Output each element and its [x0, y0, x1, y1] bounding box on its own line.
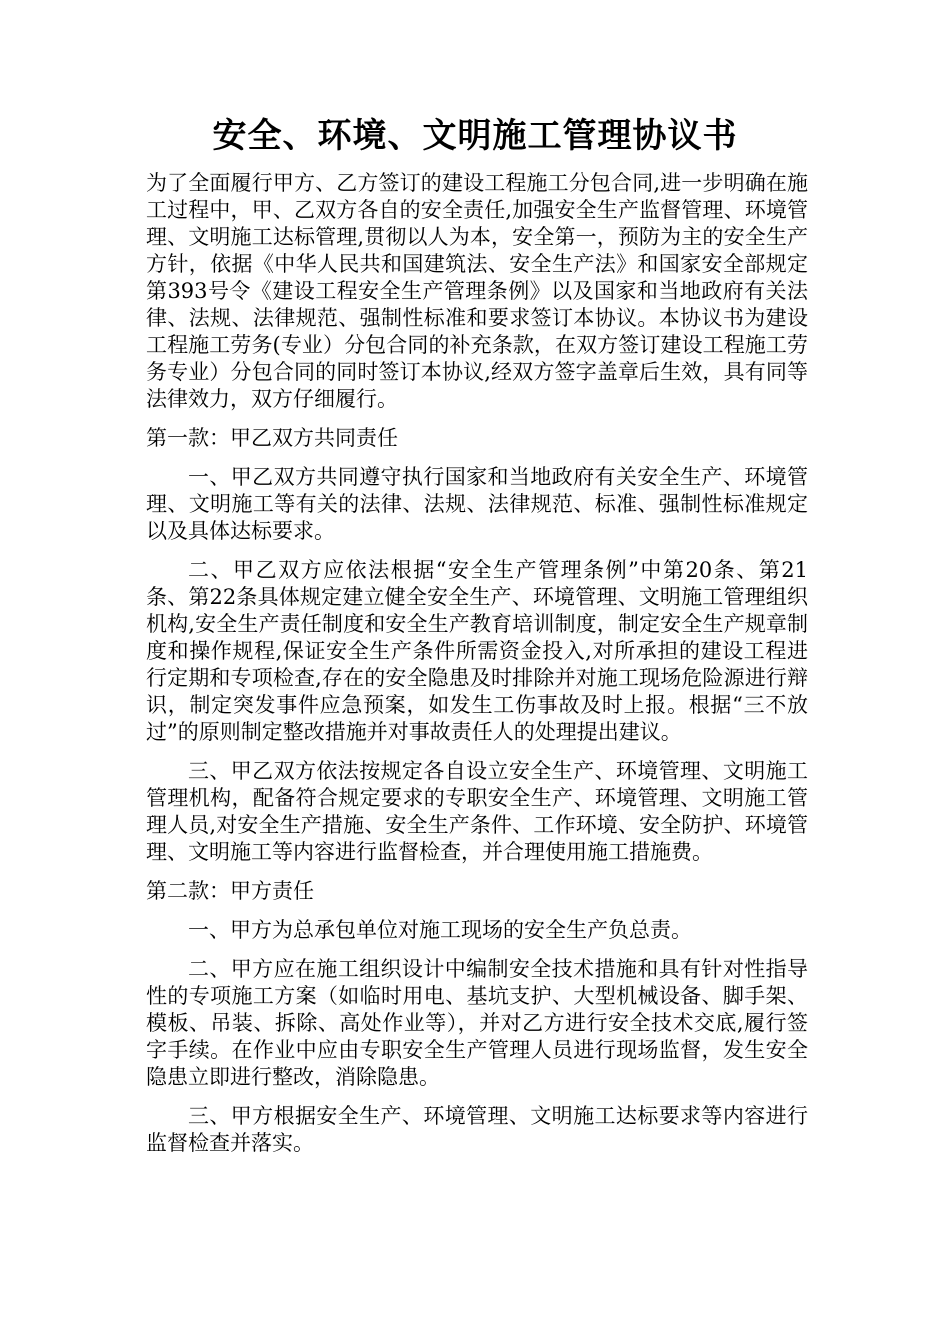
section-2-item-2: 二、甲方应在施工组织设计中编制安全技术措施和具有针对性指导性的专项施工方案（如临时用电、基坑支护、大型机械设备、脚手架、模板、吊装、拆除、高处作业等），并对乙方进行安全技术交底,履行签字手续。在作业中应由专职安全生产管理人员进行现场监督，发生安全隐患立即进行整改，消除隐患。 — [146, 957, 808, 1089]
section-1-item-1: 一、甲乙双方共同遵守执行国家和当地政府有关安全生产、环境管理、文明施工等有关的法律、法规、法律规范、标准、强制性标准规定以及具体达标要求。 — [146, 465, 808, 543]
section-2-heading: 第二款：甲方责任 — [146, 879, 314, 903]
section-2-item-3: 三、甲方根据安全生产、环境管理、文明施工达标要求等内容进行监督检查并落实。 — [146, 1104, 808, 1155]
section-2-item-1: 一、甲方为总承包单位对施工现场的安全生产负总责。 — [188, 918, 692, 942]
intro-paragraph: 为了全面履行甲方、乙方签订的建设工程施工分包合同,进一步明确在施工过程中，甲、乙双方各自的安全责任,加强安全生产监督管理、环境管理、文明施工达标管理,贯彻以人为本，安全第一，预防为主的安全生产方针，依据《中华人民共和国建筑法、安全生产法》和国家安全部规定第393号令《建设工程安全生产管理条例》以及国家和当地政府有关法律、法规、法律规范、强制性标准和要求签订本协议。本协议书为建设工程施工劳务(专业）分包合同的补充条款，在双方签订建设工程施工劳务专业）分包合同的同时签订本协议,经双方签字盖章后生效，具有同等法律效力，双方仔细履行。 — [146, 171, 808, 411]
section-1-item-2: 二、甲乙双方应依法根据“安全生产管理条例”中第20条、第21条、第22条具体规定建立健全安全生产、环境管理、文明施工管理组织机构,安全生产责任制度和安全生产教育培训制度，制定安全生产规章制度和操作规程,保证安全生产条件所需资金投入,对所承担的建设工程进行定期和专项检查,存在的安全隐患及时排除并对施工现场危险源进行辩识，制定突发事件应急预案，如发生工伤事故及时上报。根据“三不放过”的原则制定整改措施并对事故责任人的处理提出建议。 — [146, 558, 808, 744]
section-1-item-3: 三、甲乙双方依法按规定各自设立安全生产、环境管理、文明施工管理机构，配备符合规定要求的专职安全生产、环境管理、文明施工管理人员,对安全生产措施、安全生产条件、工作环境、安全防护、环境管理、文明施工等内容进行监督检查，并合理使用施工措施费。 — [146, 759, 808, 864]
document-title: 安全、环境、文明施工管理协议书 — [212, 116, 738, 156]
document-body — [146, 170, 808, 1169]
section-1-heading: 第一款：甲乙双方共同责任 — [146, 426, 398, 450]
